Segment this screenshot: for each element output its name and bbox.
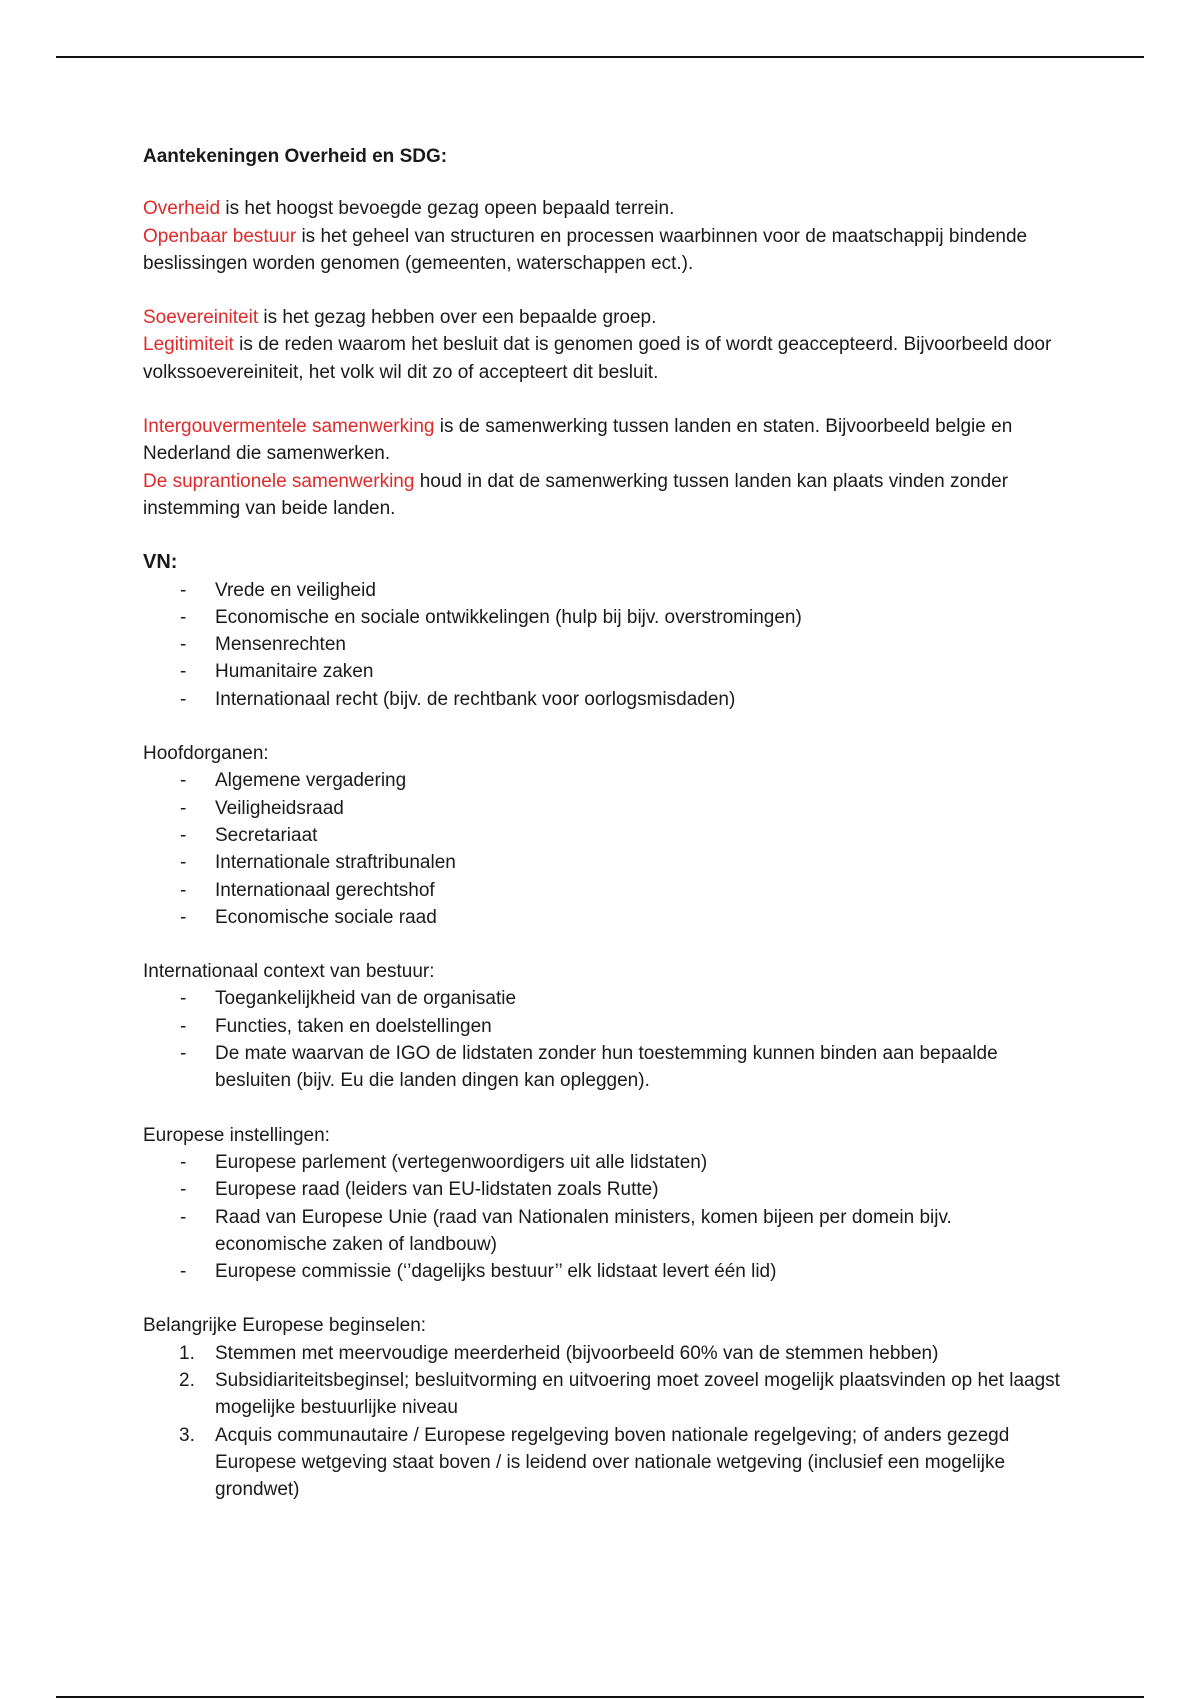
list-item: - Algemene vergadering — [180, 770, 407, 792]
definition-legitimiteit: Legitimiteit is de reden waarom het besluit dat is genomen goed is of wordt geaccepteerd. Bijvoorbeeld door volkssoevereiniteit, het volk wil dit zo of accepteert dit besluit. — [143, 334, 1052, 383]
list-item: 3. Acquis communautaire / Europese regelgeving boven nationale regelgeving; of anders gezegd Europese wetgeving staat boven / is leidend over nationale wetgeving (inclusief een mogelijke grondwet) — [179, 1424, 1010, 1501]
term-openbaar-bestuur: Openbaar bestuur — [143, 225, 297, 247]
document-title: Aantekeningen Overheid en SDG: — [143, 146, 448, 167]
term-soevereiniteit: Soevereiniteit — [143, 307, 259, 329]
list-item: - Europese parlement (vertegenwoordigers uit alle lidstaten) — [180, 1151, 708, 1173]
term-legitimiteit: Legitimiteit — [143, 334, 234, 356]
term-suprantionele: De suprantionele samenwerking — [143, 470, 415, 492]
vn-list — [143, 577, 1063, 713]
definition-suprantionele: De suprantionele samenwerking houd in dat de samenwerking tussen landen kan plaats vinden zonder instemming van beide landen. — [143, 470, 1009, 519]
instellingen-list — [143, 1149, 1063, 1285]
list-item: 2. Subsidiariteitsbeginsel; besluitvorming en uitvoering moet zoveel mogelijk plaatsvinden op het laagst mogelijke bestuurlijke niveau — [179, 1369, 1060, 1419]
context-list — [143, 985, 1063, 1094]
list-item: - Vrede en veiligheid — [180, 579, 376, 601]
list-item: - Internationaal recht (bijv. de rechtbank voor oorlogsmisdaden) — [180, 688, 736, 710]
term-overheid: Overheid — [143, 198, 221, 220]
definition-overheid: Overheid is het hoogst bevoegde gezag opeen bepaald terrein. — [143, 198, 675, 220]
list-item: - Economische sociale raad — [180, 906, 437, 928]
term-intergouvermentele: Intergouvermentele samenwerking — [143, 416, 435, 438]
definition-openbaar-bestuur: Openbaar bestuur is het geheel van structuren en processen waarbinnen voor de maatschappij bindende beslissingen worden genomen (gemeenten, waterschappen ect.). — [143, 225, 1028, 274]
list-item: - Veiligheidsraad — [180, 797, 344, 819]
instellingen-heading: Europese instellingen: — [143, 1124, 330, 1146]
hoofdorganen-heading: Hoofdorganen: — [143, 743, 269, 765]
header-rule — [56, 56, 1144, 58]
hoofdorganen-list — [143, 767, 1063, 931]
list-item: - Internationale straftribunalen — [180, 852, 456, 874]
list-item: - Secretariaat — [180, 824, 318, 846]
list-item: - De mate waarvan de IGO de lidstaten zonder hun toestemming kunnen binden aan bepaalde besluiten (bijv. Eu die landen dingen kan opleggen). — [180, 1043, 998, 1092]
list-item: - Raad van Europese Unie (raad van Nationalen ministers, komen bijeen per domein bijv. economische zaken of landbouw) — [180, 1206, 952, 1255]
list-item: - Economische en sociale ontwikkelingen (hulp bij bijv. overstromingen) — [180, 606, 802, 628]
list-item: - Humanitaire zaken — [180, 661, 374, 683]
beginselen-heading: Belangrijke Europese beginselen: — [143, 1315, 427, 1337]
definition-soevereiniteit: Soevereiniteit is het gezag hebben over een bepaalde groep. — [143, 307, 657, 329]
definition-intergouvermentele: Intergouvermentele samenwerking is de samenwerking tussen landen en staten. Bijvoorbeeld belgie en Nederland die samenwerken. — [143, 416, 1013, 465]
list-item: - Europese commissie (‘’dagelijks bestuur’’ elk lidstaat levert één lid) — [180, 1261, 777, 1283]
list-item: - Functies, taken en doelstellingen — [180, 1015, 492, 1037]
list-item: - Europese raad (leiders van EU-lidstaten zoals Rutte) — [180, 1179, 659, 1201]
context-heading: Internationaal context van bestuur: — [143, 961, 435, 983]
vn-heading: VN: — [143, 551, 178, 574]
beginselen-list — [143, 1340, 1063, 1504]
footer-rule — [56, 1696, 1144, 1698]
list-item: - Internationaal gerechtshof — [180, 879, 435, 901]
list-item: - Mensenrechten — [180, 634, 346, 656]
document-body — [143, 143, 1063, 1503]
list-item: 1. Stemmen met meervoudige meerderheid (bijvoorbeeld 60% van de stemmen hebben) — [179, 1342, 939, 1364]
list-item: - Toegankelijkheid van de organisatie — [180, 988, 517, 1010]
